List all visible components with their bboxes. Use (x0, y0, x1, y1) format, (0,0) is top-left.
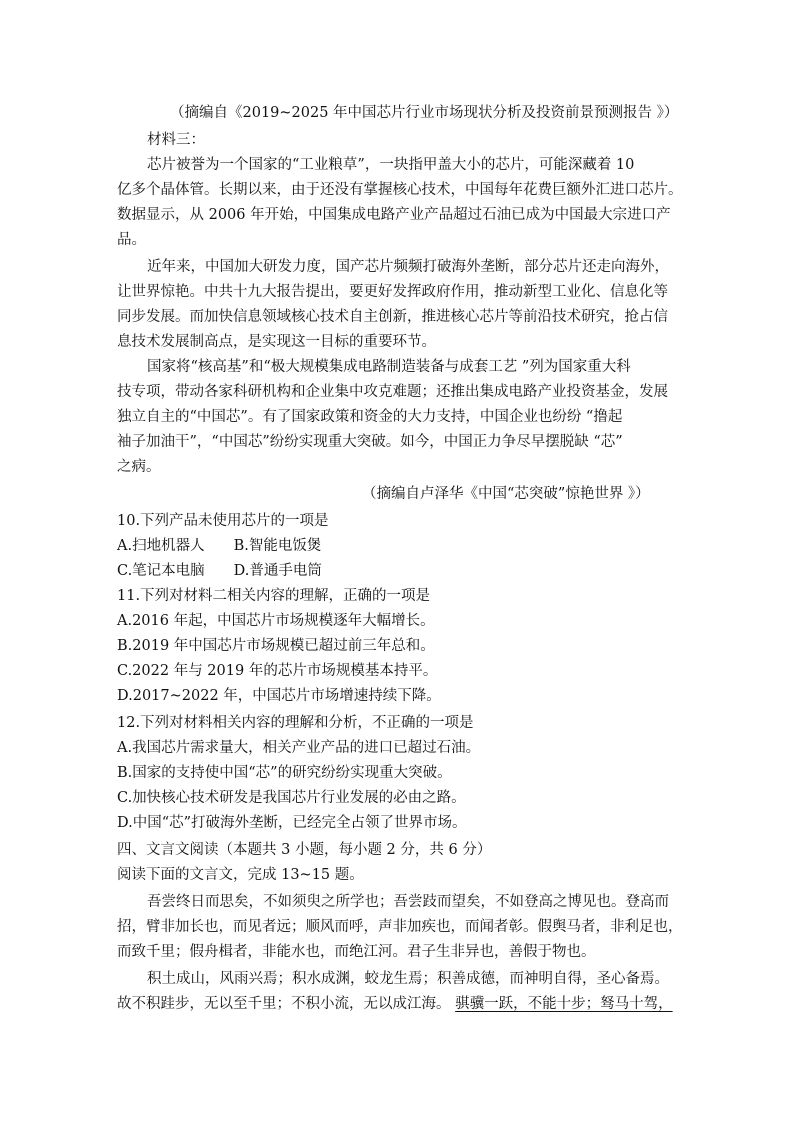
material3-p2-line1: 近年来，中国加大研发力度，国产芯片频频打破海外垄断，部分芯片还走向海外， (147, 259, 669, 275)
classical-p1-line1: 吾尝终日而思矣，不如须臾之所学也；吾尝跂而望矣，不如登高之博见也。登高而 (147, 894, 669, 910)
material3-p1-line1: 芯片被誉为一个国家的“工业粮草”，一块指甲盖大小的芯片，可能深藏着 10 (147, 157, 635, 173)
q12-option-d: D.中国“芯”打破海外垄断，已经完全占领了世界市场。 (117, 815, 467, 831)
material3-p1-line2: 亿多个晶体管。长期以来，由于还没有掌握核心技术，中国每年花费巨额外汇进口芯片。 (117, 182, 683, 198)
classical-p2-line1: 积土成山，风雨兴焉；积水成渊，蛟龙生焉；积善成德，而神明自得，圣心备焉。 (147, 971, 669, 987)
q11-option-b: B.2019 年中国芯片市场规模已超过前三年总和。 (117, 638, 435, 654)
material3-p3-line5: 之病。 (117, 459, 161, 475)
material3-p3-line1: 国家将“核高基”和“极大规模集成电路制造装备与成套工艺 ”列为国家重大科 (147, 359, 631, 375)
source-citation-1: （摘编自《2019~2025 年中国芯片行业市场现状分析及投资前景预测报告 》） (170, 105, 679, 121)
section4-heading: 四、文言文阅读（本题共 3 小题，每小题 2 分，共 6 分） (117, 842, 492, 858)
q11-option-d: D.2017~2022 年，中国芯片市场增速持续下降。 (117, 688, 441, 704)
material3-p1-line4: 品。 (117, 232, 146, 248)
classical-p2-line2-underlined: 骐骥一跃，不能十步；驽马十驾， (455, 996, 673, 1012)
section4-intro: 阅读下面的文言文，完成 13~15 题。 (117, 867, 364, 883)
material3-p3-line3: 独立自主的“中国芯”。有了国家政策和资金的大力支持，中国企业也纷纷 “撸起 (117, 409, 623, 425)
q11-option-a: A.2016 年起，中国芯片市场规模逐年大幅增长。 (117, 613, 435, 629)
source-citation-2: （摘编自卢泽华《中国“芯突破”惊艳世界 》） (362, 486, 650, 502)
material3-p3-line4: 袖子加油干”，“中国芯”纷纷实现重大突破。如今，中国正力争尽早摆脱缺 “芯” (117, 434, 623, 450)
q12-option-a: A.我国芯片需求量大，相关产业产品的进口已超过石油。 (117, 740, 481, 756)
material3-p2-line3: 同步发展。而加快信息领域核心技术自主创新，推进核心芯片等前沿技术研究，抢占信 (117, 309, 668, 325)
q10-options-row2: C.笔记本电脑 D.普通手电筒 (117, 563, 322, 579)
q11-option-c: C.2022 年与 2019 年的芯片市场规模基本持平。 (117, 663, 438, 679)
q12-stem: 12.下列对材料相关内容的理解和分析，不正确的一项是 (117, 715, 474, 731)
material3-p2-line4: 息技术发展制高点，是实现这一目标的重要环节。 (117, 334, 436, 350)
classical-p1-line2: 招，臂非加长也，而见者远；顺风而呼，声非加疾也，而闻者彰。假舆马者，非利足也， (117, 919, 683, 935)
material3-p1-line3: 数据显示，从 2006 年开始，中国集成电路产业产品超过石油已成为中国最大宗进口产 (117, 207, 671, 223)
material3-heading: 材料三： (147, 132, 205, 148)
q10-options-row1: A.扫地机器人 B.智能电饭煲 (117, 538, 322, 554)
classical-p1-line3: 而致千里；假舟楫者，非能水也，而绝江河。君子生非异也，善假于物也。 (117, 944, 596, 960)
q12-option-b: B.国家的支持使中国“芯”的研究纷纷实现重大突破。 (117, 765, 452, 781)
q12-option-c: C.加快核心技术研发是我国芯片行业发展的必由之路。 (117, 790, 466, 806)
material3-p2-line2: 让世界惊艳。中共十九大报告提出，要更好发挥政府作用，推动新型工业化、信息化等 (117, 284, 668, 300)
q11-stem: 11.下列对材料二相关内容的理解，正确的一项是 (117, 588, 431, 604)
material3-p3-line2: 技专项，带动各家科研机构和企业集中攻克难题；还推出集成电路产业投资基金，发展 (117, 384, 668, 400)
q10-stem: 10.下列产品未使用芯片的一项是 (117, 513, 329, 529)
classical-p2-line2-plain: 故不积跬步，无以至千里；不积小流，无以成江海。 (117, 996, 456, 1012)
classical-p2-line2 (117, 995, 673, 1013)
